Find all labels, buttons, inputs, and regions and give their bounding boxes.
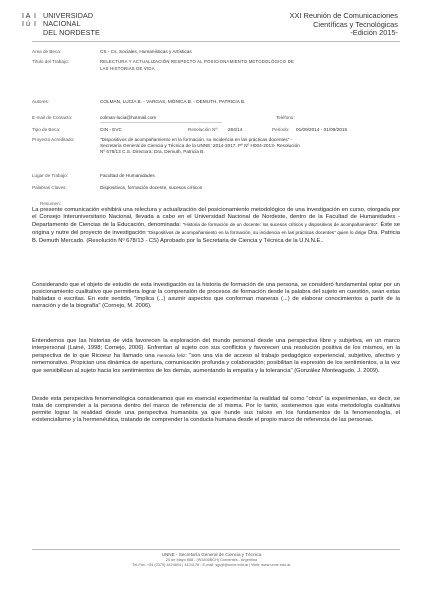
logo-mark-1: I A [22,11,31,20]
area-label: Area de Beca: [32,49,62,54]
project-line3: Nº 678/13 C.S. Directora: Dra. Demuth, Patricia B. [100,148,205,154]
p1-text-e: Dra. Patricia B. Demuth Mercado. (Resolución Nº 678/13 - CS) Aprobado por la Secretaria de Ciencia y Técnica de la U.N.N.E.. [32,230,400,244]
conference-line1: XXI Reunión de Comunicaciones [289,11,398,20]
keywords-label: Palabras Claves: [32,185,67,190]
beca-type-value: CIN - EVC [100,126,122,132]
logo-name-line1: UNIVERSIDAD [43,11,94,20]
resolution-value: 264/14 [228,126,243,132]
period-value: 01/09/2014 - 01/09/2015 [296,126,348,132]
resolution-label: Resolución Nº: [188,127,219,132]
authors-label: Autores: [32,99,50,104]
p1-text-c: Éste se origina y nutre del proyecto de investigación [32,222,401,237]
abstract-paragraph-4 [32,396,400,425]
p1-quote-project: "Dispositivos de acompañamiento en la formación, su incidencia en las prácticas docentes" quien lo dirige [147,230,367,236]
email-value: colman-lucia@hotmail.com [100,114,157,120]
p3-memoria-feliz: memoria feliz [157,353,186,359]
p3-text-c: : "son una vía de acceso al trabajo pedagógico experiencial, subjetivo, afectivo y rememorativo. Propician una dinámica de apertura, comunicación profunda y colaboración; posibilitan la expresión de los sentimientos, a la vez que sensibilizan al sujeto hacia los sentimientos de los demás, aumentando la empatía y la tolerancia" (González Monteagudo, J. 2009). [32,353,400,374]
logo-mark-2: I [34,11,36,20]
project-label: Proyecto Acreditado: [32,137,75,142]
footer-line1: UNNE - Secretaría General de Ciencia y Técnica [161,552,262,557]
project-line2: Secretaría General de Ciencia y Técnica de la UNNE: 2014-2017. Pº Nº H004-2013- Resolución [100,142,300,148]
abstract-heading: Resumen: [40,201,61,206]
logo-name-line2: NACIONAL [43,19,81,29]
logo-mark-4: I [34,19,36,29]
workplace-value: Facultad de Humanidades [100,172,155,178]
phone-label: Teléfono: [276,115,295,120]
period-label: Período: [272,127,290,132]
university-logo [22,12,100,37]
area-value: CS - Cs. Sociales, Humanísticas y Artísticas [100,48,192,54]
footer [0,552,423,568]
title-value-line2: LAS HISTORIAS DE VIDA [100,66,155,71]
logo-name-line3: DEL NORDESTE [43,27,100,37]
workplace-label: Lugar de Trabajo: [32,173,69,178]
abstract-paragraph-1 [32,207,400,245]
p1-quote-title: "Historia de formación de un docente: los sucesos críticos y dispositivos de acompañamiento". [182,222,379,228]
conference-title [290,12,398,38]
footer-line2: 25 de Mayo 868 - (W3400BCH) Corrientes - Argentina [165,558,258,562]
keywords-value: Dispositivos, formación docente, sucesos críticos [100,184,203,190]
email-underline [100,115,222,123]
title-value-line1: RELECTURA Y ACTUALIZACIÓN RESPECTO AL POSICIONAMIENTO METODOLÓGICO DE [100,59,295,64]
authors-value: COLMAN, LUCÍA B. - VARGAS, MÓNICA B. - DEMUTH, PATRICIA B. [100,98,246,104]
email-label: E-mail de Contacto: [32,115,73,120]
p3-text-a: Entendemos que las historias de vida favorecen la exploración del mundo personal desde una perspectiva libre y subjetiva, en un marco interpersonal (Lainé, 1998; Cornejo, 2006). Enfrentan al sujeto con sus conflictos y favorecen una resolución positiva de los mismos, en la perspectiva de lo que Ricoeur ha llamado una [32,338,400,360]
abstract-paragraph-3 [32,338,400,375]
p1-text-a: La presente comunicación exhibirá una relectura y actualización del posicionamiento metodológico de una investigación en curso, otorgada por el Consejo Interuniversitario Nacional, llevada a cabo en el Universidad Nacional de Nordeste, dentro de la Facultad de Humanidades - Departamento de Ciencias de la Educación, denominada: [32,207,400,229]
footer-divider [32,549,400,550]
logo-mark-3: I ú [22,19,30,29]
conference-line3: -Edición 2015- [350,28,398,38]
conference-line2: Científicas y Tecnológicas [313,19,398,29]
project-line1: "Dispositivos de acompañamiento en la formación, su incidencia en las prácticas docentes" - [100,136,293,142]
beca-type-label: Tipo de Beca: [32,127,61,132]
header-divider [32,41,400,42]
title-label: Título del Trabajo: [32,59,69,64]
p4-text: Desde esta perspectiva fenomenológica consideramos que es esencial experimentar la realidad tal como "otros" la experimentan, es decir, se trata de comprender a la persona dentro del marco de referencia de sí misma. Por lo tanto, sostenemos que esta metodología cualitativa permite lograr la realidad desde una perspectiva humanista ya que hunde sus raíces en los fundamentos de la fenomenología, el existencialismo y la hermenéutica, tratando de comprender la conducta humana desde el propio marco de referencia de las personas. [32,396,400,424]
p2-text: Considerando que el objeto de estudio de esta investigación es la historia de formación de una persona, se consideró fundamental optar por un posicionamiento cualitativo que permitiera lograr la comprensión de procesos de formación desde la palabra del sujeto en cuestión, sean estas habladas o escritas. En este sentido, "implica (...) asumir aspectos que conforman maneras (...) de elaborar conocimientos a partir de la narración y de la biografía" (Cornejo, M. 2006). [32,282,400,310]
footer-line3: Tel-Fax: +54 (0379) 4424604 | 4424178 - E-mail: sgcyt@unne.edu.ar | Web: www.unne.edu.ar [132,563,291,567]
abstract-paragraph-2 [32,282,400,311]
